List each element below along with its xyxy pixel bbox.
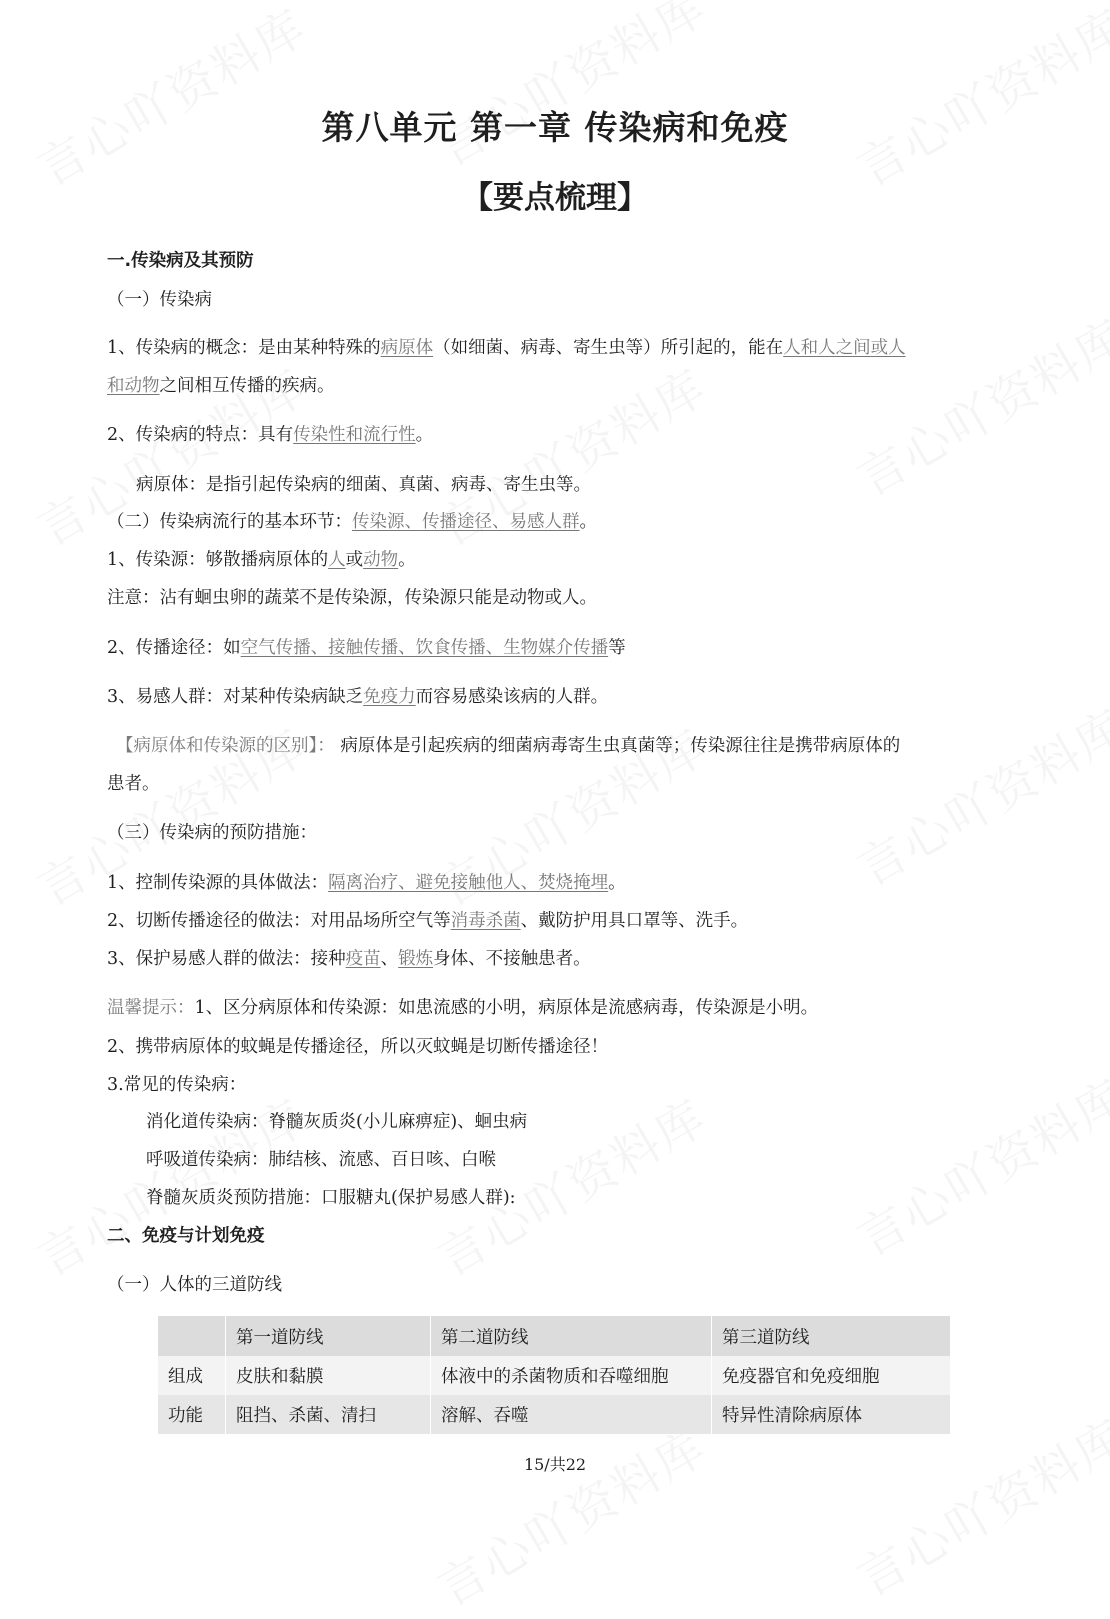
text-span: 。: [398, 550, 416, 570]
table-row: [158, 1356, 951, 1395]
text-span: 2、切断传播途径的做法：对用品场所空气等: [107, 911, 451, 931]
table-cell: 皮肤和黏膜: [226, 1356, 431, 1395]
watermark: [843, 1060, 1110, 1270]
page-number: 15/共22: [523, 1455, 587, 1474]
key-term: 空气传播、接触传播、饮食传播、生物媒介传播: [240, 638, 609, 658]
tip-paragraph: [107, 996, 818, 1020]
text-span: 。: [579, 512, 597, 532]
feature-paragraph: [107, 423, 433, 447]
text-span: 、戴防护用具口罩等、洗手。: [520, 911, 749, 931]
text-span: 2、传染病的特点：具有: [107, 425, 294, 445]
route-paragraph: [107, 636, 626, 660]
text-span: 、: [380, 949, 399, 969]
common-disease-item: 脊髓灰质炎预防措施：口服糖丸(保护易感人群):: [146, 1188, 516, 1208]
text-span: 3、保护易感人群的做法：接种: [107, 949, 346, 969]
text-span: 1、区分病原体和传染源：如患流感的小明，病原体是流感病毒，传染源是小明。: [194, 998, 819, 1018]
table-cell: 体液中的杀菌物质和吞噬细胞: [431, 1356, 712, 1395]
key-term: 人: [328, 550, 346, 570]
key-term: 传染性和流行性: [293, 425, 416, 445]
common-diseases-heading: 3.常见的传染病：: [107, 1075, 247, 1095]
key-term: 免疫力: [363, 687, 416, 707]
text-span: 等: [608, 638, 626, 658]
concept-paragraph: [107, 336, 906, 360]
defense-lines-table: [158, 1316, 951, 1434]
watermark: [23, 0, 317, 199]
key-term: 传染源、传播途径、易感人群: [352, 512, 580, 532]
subsection-heading: （三）传染病的预防措施：: [107, 823, 317, 843]
section-heading: 二、免疫与计划免疫: [107, 1226, 265, 1246]
text-span: 1、传染源：够散播病原体的: [107, 550, 329, 570]
table-header-cell: 第三道防线: [712, 1316, 951, 1356]
difference-paragraph-cont: 患者。: [107, 774, 160, 794]
subsection-heading: [107, 510, 597, 534]
page-title: 第八单元 第一章 传染病和免疫: [321, 108, 789, 147]
table-header-row: [158, 1316, 951, 1356]
measure-1: [107, 871, 626, 895]
watermark: [423, 1410, 717, 1619]
table-row-label: 组成: [158, 1356, 226, 1395]
text-span: 1、传染病的概念：是由某种特殊的: [107, 338, 381, 358]
text-span: 1、控制传染源的具体做法：: [107, 873, 329, 893]
subsection-heading: （一）人体的三道防线: [107, 1275, 282, 1295]
table-cell: 特异性清除病原体: [712, 1395, 951, 1434]
measure-2: [107, 909, 748, 933]
concept-paragraph-cont: [107, 374, 335, 398]
text-span: 之间相互传播的疾病。: [159, 376, 335, 396]
table-cell: 阻挡、杀菌、清扫: [226, 1395, 431, 1434]
key-term: 锻炼: [398, 949, 434, 969]
key-term: 和动物: [107, 376, 160, 396]
watermark: [423, 0, 717, 179]
host-paragraph: [107, 685, 608, 709]
text-span: 身体、不接触患者。: [433, 949, 591, 969]
key-term: 消毒杀菌: [450, 911, 521, 931]
watermark: [843, 690, 1110, 900]
text-span: （如细菌、病毒、寄生虫等）所引起的，能在: [433, 338, 784, 358]
text-span: 3、易感人群：对某种传染病缺乏: [107, 687, 364, 707]
key-term: 病原体: [380, 338, 434, 358]
text-span: 。: [608, 873, 626, 893]
pathogen-definition: 病原体：是指引起传染病的细菌、真菌、病毒、寄生虫等。: [136, 475, 591, 495]
table-row-label: 功能: [158, 1395, 226, 1434]
difference-label: 【病原体和传染源的区别】：: [116, 736, 335, 756]
text-span: （二）传染病流行的基本环节：: [107, 512, 352, 532]
key-term: 隔离治疗、避免接触他人、焚烧掩埋: [328, 873, 609, 893]
text-span: 或: [345, 550, 364, 570]
table-header-cell: [158, 1316, 226, 1356]
note-paragraph: 注意：沾有蛔虫卵的蔬菜不是传染源，传染源只能是动物或人。: [107, 588, 597, 608]
common-disease-item: 呼吸道传染病：肺结核、流感、百日咳、白喉: [146, 1150, 496, 1170]
table-header-cell: 第二道防线: [431, 1316, 712, 1356]
text-span: 2、传播途径：如: [107, 638, 241, 658]
subsection-heading: （一）传染病: [107, 290, 212, 310]
key-term: 疫苗: [345, 949, 381, 969]
common-disease-item: 消化道传染病：脊髓灰质炎(小儿麻痹症)、蛔虫病: [146, 1112, 528, 1132]
tip-paragraph-2: 2、携带病原体的蚊蝇是传播途径，所以灭蚊蝇是切断传播途径！: [107, 1037, 609, 1057]
table-header-cell: 第一道防线: [226, 1316, 431, 1356]
text-span: 。: [415, 425, 434, 445]
source-paragraph: [107, 548, 416, 572]
watermark: [843, 0, 1110, 199]
table-cell: 免疫器官和免疫细胞: [712, 1356, 951, 1395]
text-span: 病原体是引起疾病的细菌病毒寄生虫真菌等；传染源往往是携带病原体的: [334, 736, 901, 756]
key-term: 人和人之间或人: [783, 338, 906, 358]
tip-label: 温馨提示：: [107, 998, 195, 1018]
difference-paragraph: [116, 734, 900, 758]
section-heading: 一.传染病及其预防: [107, 251, 254, 271]
table-cell: 溶解、吞噬: [431, 1395, 712, 1434]
watermark: [843, 300, 1110, 510]
measure-3: [107, 947, 591, 971]
text-span: 而容易感染该病的人群。: [415, 687, 609, 707]
page-subtitle: 【要点梳理】: [462, 180, 648, 216]
table-row: [158, 1395, 951, 1434]
key-term: 动物: [363, 550, 399, 570]
